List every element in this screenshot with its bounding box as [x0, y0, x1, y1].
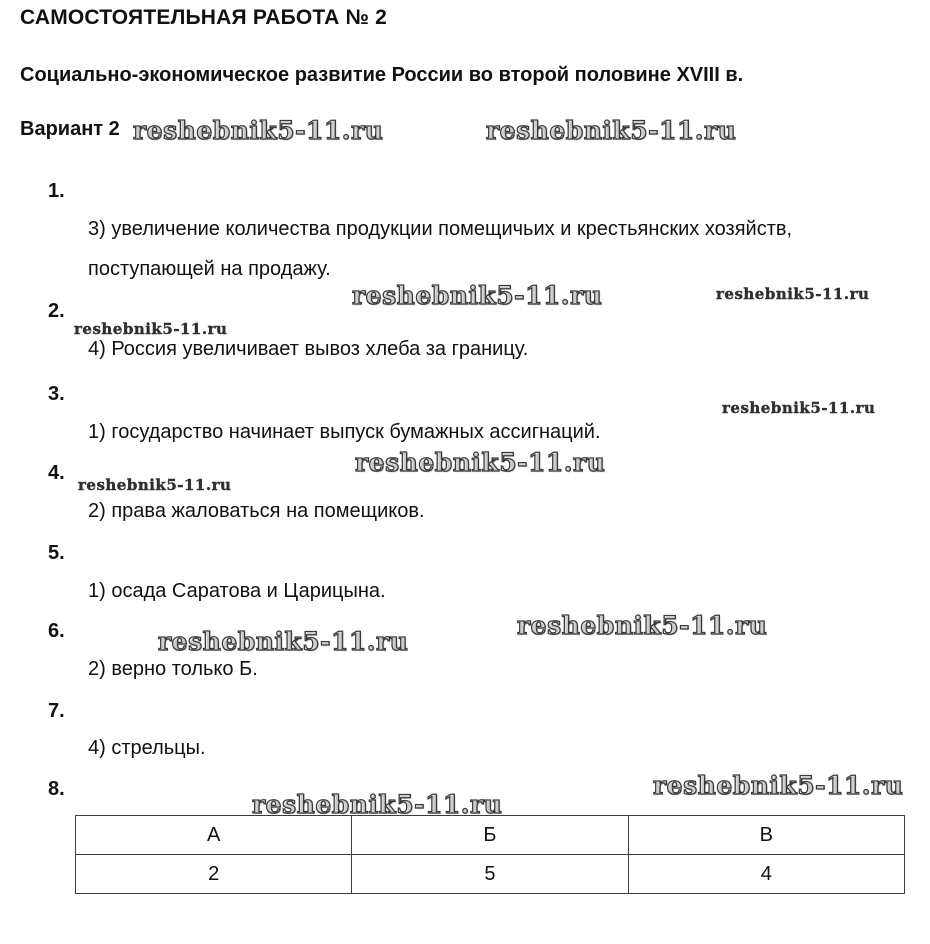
watermark: reshebnik5-11.ru — [716, 285, 870, 303]
page-title: САМОСТОЯТЕЛЬНАЯ РАБОТА № 2 — [20, 6, 388, 29]
answer-text-2: 4) Россия увеличивает вывоз хлеба за границу. — [88, 338, 529, 360]
answer-number-2: 2. — [48, 300, 65, 322]
watermark: reshebnik5-11.ru — [252, 790, 503, 819]
watermark: reshebnik5-11.ru — [517, 611, 768, 640]
watermark: reshebnik5-11.ru — [78, 476, 232, 494]
watermark: reshebnik5-11.ru — [133, 116, 384, 145]
answer-number-4: 4. — [48, 462, 65, 484]
watermark: reshebnik5-11.ru — [653, 771, 904, 800]
answer-text-6: 2) верно только Б. — [88, 658, 258, 680]
watermark: reshebnik5-11.ru — [722, 399, 876, 417]
watermark: reshebnik5-11.ru — [74, 320, 228, 338]
answer-number-3: 3. — [48, 383, 65, 405]
answer-text-4: 2) права жаловаться на помещиков. — [88, 500, 425, 522]
answer-number-7: 7. — [48, 700, 65, 722]
watermark: reshebnik5-11.ru — [352, 281, 603, 310]
answer-number-5: 5. — [48, 542, 65, 564]
answer-table — [75, 815, 905, 894]
answer-number-1: 1. — [48, 180, 65, 202]
table-header-a: А — [76, 816, 352, 855]
answer-number-8: 8. — [48, 778, 65, 800]
table-value-b: 5 — [352, 855, 628, 894]
table-value-a: 2 — [76, 855, 352, 894]
watermark: reshebnik5-11.ru — [355, 448, 606, 477]
variant-label: Вариант 2 — [20, 118, 120, 140]
page-subtitle: Социально-экономическое развитие России во второй половине XVIII в. — [20, 64, 744, 86]
table-value-v: 4 — [628, 855, 904, 894]
table-header-b: Б — [352, 816, 628, 855]
watermark: reshebnik5-11.ru — [486, 116, 737, 145]
answer-text-1-line-1: 3) увеличение количества продукции помещичьих и крестьянских хозяйств, — [88, 218, 793, 240]
answer-table-value-row — [76, 855, 905, 894]
answer-text-3: 1) государство начинает выпуск бумажных ассигнаций. — [88, 421, 601, 443]
answer-table-header-row — [76, 816, 905, 855]
watermark: reshebnik5-11.ru — [158, 627, 409, 656]
answer-number-6: 6. — [48, 620, 65, 642]
answer-text-1-line-2: поступающей на продажу. — [88, 258, 331, 280]
answer-text-7: 4) стрельцы. — [88, 737, 206, 759]
answer-text-5: 1) осада Саратова и Царицына. — [88, 580, 386, 602]
table-header-v: В — [628, 816, 904, 855]
